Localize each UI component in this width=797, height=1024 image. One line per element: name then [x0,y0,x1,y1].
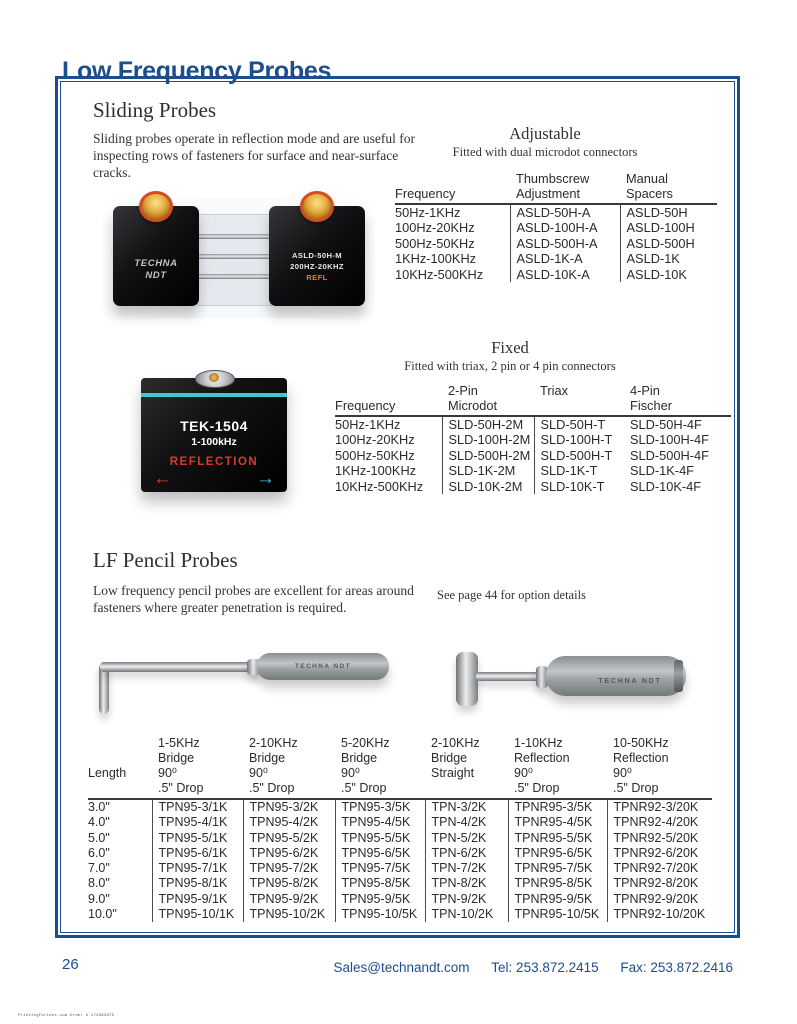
table-cell: TPNR95-10/5K [508,907,607,922]
table-row [88,907,712,922]
table-cell: ASLD-100H-A [510,220,620,235]
table-cell: TPN-5/2K [425,831,508,846]
table-row [88,831,712,846]
pencil-header-row [88,736,712,799]
table-cell: SLD-500H-T [534,448,624,463]
footer-tel: Tel: 253.872.2415 [491,960,599,975]
table-cell: TPN95-7/1K [152,861,243,876]
table-cell: TPN95-9/5K [335,892,425,907]
guide-rod [195,254,273,259]
pencil-probe-table [88,736,712,922]
table-cell: SLD-100H-2M [442,432,534,447]
guide-rod [195,274,273,279]
footer-contact [334,960,734,975]
pencil-table-body [88,799,712,922]
column-header: 2-Pin Microdot [448,383,498,413]
table-cell: ASLD-1K [620,251,717,266]
pencil-probe-90deg-photo [95,636,395,724]
column-header: 4-Pin Fischer [630,383,672,413]
table-cell: TPNR95-8/5K [508,876,607,891]
table-cell: TPN95-4/1K [152,815,243,830]
sliding-probe-photo [103,190,375,322]
adjustable-table-caption [415,124,675,160]
table-cell: TPNR95-4/5K [508,815,607,830]
table-cell: TPN95-8/2K [243,876,335,891]
footer-fax: Fax: 253.872.2416 [620,960,733,975]
table-cell: ASLD-500H [620,236,717,251]
table-cell: 500Hz-50KHz [395,235,475,251]
table-row [395,267,717,282]
footer-email: Sales@technandt.com [333,960,470,975]
table-row [335,432,731,447]
fixed-table-caption [355,338,665,374]
table-cell: SLD-10K-4F [630,478,702,494]
table-row [88,861,712,876]
table-cell: ASLD-10K-A [510,267,620,282]
guide-rod [195,234,273,239]
column-header: 2-10KHz Bridge 90⁰ .5" Drop [249,736,298,795]
table-row [395,236,717,251]
table-row [335,463,731,478]
table-cell: 6.0" [88,845,110,860]
probe-model-label: TEK-1504 [180,418,248,434]
table-cell: SLD-1K-4F [630,463,695,479]
table-cell: 100Hz-20KHz [335,432,415,448]
table-cell: TPNR92-8/20K [607,876,712,891]
fixed-header-row [335,383,731,416]
table-row [335,416,731,432]
reflection-left-arrow-icon: ← [153,468,172,489]
column-header: 5-20KHz Bridge 90⁰ .5" Drop [341,736,390,795]
table-cell: 5.0" [88,830,110,845]
table-cell: TPN95-8/1K [152,876,243,891]
table-cell: SLD-50H-2M [442,416,534,432]
pencil-probe-straight-photo [448,636,696,724]
cyan-stripe [141,393,287,397]
table-cell: 9.0" [88,891,110,906]
probe-shaft [100,662,258,672]
table-row [335,448,731,463]
table-cell: TPNR95-3/5K [508,799,607,815]
table-cell: SLD-500H-4F [630,447,709,463]
table-cell: TPN-6/2K [425,846,508,861]
column-header: 2-10KHz Bridge Straight [431,736,480,780]
table-cell: 50Hz-1KHz [395,205,461,220]
fixed-subtitle: Fitted with triax, 2 pin or 4 pin connectors [404,359,616,373]
column-header: Triax [540,383,568,398]
table-cell: TPNR92-3/20K [607,799,712,815]
table-cell: TPN95-4/5K [335,815,425,830]
table-cell: SLD-10K-T [534,479,624,494]
fixed-table-body [335,416,731,494]
table-row [88,876,712,891]
table-cell: TPN95-5/2K [243,831,335,846]
table-row [395,220,717,235]
sliding-probes-description: Sliding probes operate in reflection mode and are useful for inspecting rows of fasteners for surface and near-surface cracks. [93,131,416,180]
table-cell: TPN95-3/5K [335,799,425,815]
printer-mark: PrintingForLess.com Order # 172982875 [18,1014,115,1018]
table-cell: TPNR92-7/20K [607,861,712,876]
table-cell: TPN95-6/1K [152,846,243,861]
table-cell: TPNR95-9/5K [508,892,607,907]
table-row [88,846,712,861]
table-row [88,892,712,907]
table-cell: SLD-100H-T [534,432,624,447]
microdot-connector-icon [139,191,173,222]
adjustable-header-row [395,171,717,204]
table-cell: SLD-1K-2M [442,463,534,478]
probe-handle: TECHNA NDT [257,653,389,680]
table-cell: TPN-7/2K [425,861,508,876]
table-cell: TPN95-7/5K [335,861,425,876]
column-header: 1-5KHz Bridge 90⁰ .5" Drop [158,736,204,795]
probe-block-right: ASLD-50H-M 200HZ-20KHZ REFL [269,206,365,306]
table-cell: TPN95-3/2K [243,799,335,815]
probe-head [456,652,478,706]
section-heading-sliding-probes: Sliding Probes [93,98,217,122]
table-cell: TPN95-9/2K [243,892,335,907]
table-cell: SLD-500H-2M [442,448,534,463]
column-header: Thumbscrew Adjustment [516,171,590,201]
tek-1504-probe-photo [133,360,297,512]
table-cell: ASLD-10K [620,267,717,282]
table-row [335,479,731,494]
table-cell: TPN95-10/2K [243,907,335,922]
option-details-note: See page 44 for option details [437,588,586,602]
column-header: Frequency [335,398,396,413]
table-cell: TPNR95-6/5K [508,846,607,861]
table-cell: TPN95-6/2K [243,846,335,861]
table-cell: 8.0" [88,876,110,891]
table-cell: ASLD-50H [620,204,717,220]
probe-block-left: TECHNA NDT [113,206,199,306]
table-cell: TPN95-6/5K [335,846,425,861]
table-cell: 4.0" [88,815,110,830]
table-cell: TPN95-10/1K [152,907,243,922]
column-header: Length [88,766,127,780]
adjustable-table-body [395,204,717,282]
table-cell: 10KHz-500KHz [395,266,484,282]
table-cell: TPNR92-5/20K [607,831,712,846]
table-cell: TPN-8/2K [425,876,508,891]
fixed-table [335,383,731,494]
page-number: 26 [62,956,79,973]
table-cell: ASLD-100H [620,220,717,235]
column-header: 1-10KHz Reflection 90⁰ .5" Drop [514,736,570,795]
table-cell: 10.0" [88,907,117,922]
acrylic-plate [197,214,273,306]
table-cell: TPNR92-6/20K [607,846,712,861]
pencil-probes-description: Low frequency pencil probes are excellent for areas around fasteners where greater penetration is required. [93,583,414,615]
table-cell: TPN95-9/1K [152,892,243,907]
table-cell: TPN95-5/5K [335,831,425,846]
table-cell: ASLD-1K-A [510,251,620,266]
table-cell: TPN95-8/5K [335,876,425,891]
table-row [88,815,712,830]
table-cell: 50Hz-1KHz [335,417,401,432]
table-cell: TPN95-10/5K [335,907,425,922]
table-cell: 3.0" [88,800,110,814]
table-cell: TPN-4/2K [425,815,508,830]
table-cell: 1KHz-100KHz [335,463,417,479]
table-cell: 500Hz-50KHz [335,447,415,463]
table-cell: TPN95-7/2K [243,861,335,876]
reflection-label: REFLECTION [169,456,259,468]
column-header: Frequency [395,186,456,201]
page-title: Low Frequency Probes [62,56,332,85]
microdot-connector-icon [300,191,334,222]
probe-range-label: 1-100kHz [191,436,237,448]
probe-handle: TECHNA NDT [546,656,686,696]
table-cell: TPN95-5/1K [152,831,243,846]
table-row [395,251,717,266]
section-heading-lf-pencil-probes: LF Pencil Probes [93,548,238,572]
table-cell: TPN-9/2K [425,892,508,907]
table-cell: SLD-1K-T [534,463,624,478]
table-cell: TPN-3/2K [425,799,508,815]
table-cell: 7.0" [88,861,110,876]
table-cell: SLD-50H-4F [630,417,702,432]
column-header: Manual Spacers [626,171,673,201]
table-cell: SLD-50H-T [534,416,624,432]
table-cell: TPNR92-9/20K [607,892,712,907]
table-cell: SLD-10K-2M [442,479,534,494]
table-cell: TPNR92-10/20K [607,907,712,922]
fixed-title: Fixed [491,338,529,357]
table-cell: SLD-100H-4F [630,432,709,448]
table-row [395,204,717,220]
table-cell: TPN95-4/2K [243,815,335,830]
table-cell: 1KHz-100KHz [395,251,477,267]
adjustable-table [395,171,717,282]
table-cell: 10KHz-500KHz [335,478,424,494]
table-cell: ASLD-50H-A [510,204,620,220]
probe-shaft [476,672,542,681]
adjustable-subtitle: Fitted with dual microdot connectors [452,145,638,159]
table-cell: TPN95-3/1K [152,799,243,815]
table-cell: 100Hz-20KHz [395,220,475,236]
adjustable-title: Adjustable [509,124,581,143]
table-cell: TPNR95-7/5K [508,861,607,876]
table-cell: TPNR92-4/20K [607,815,712,830]
table-row [88,799,712,815]
column-header: 10-50KHz Reflection 90⁰ .5" Drop [613,736,669,795]
table-cell: TPN-10/2K [425,907,508,922]
table-cell: ASLD-500H-A [510,236,620,251]
table-cell: TPNR95-5/5K [508,831,607,846]
reflection-right-arrow-icon: → [256,468,275,489]
